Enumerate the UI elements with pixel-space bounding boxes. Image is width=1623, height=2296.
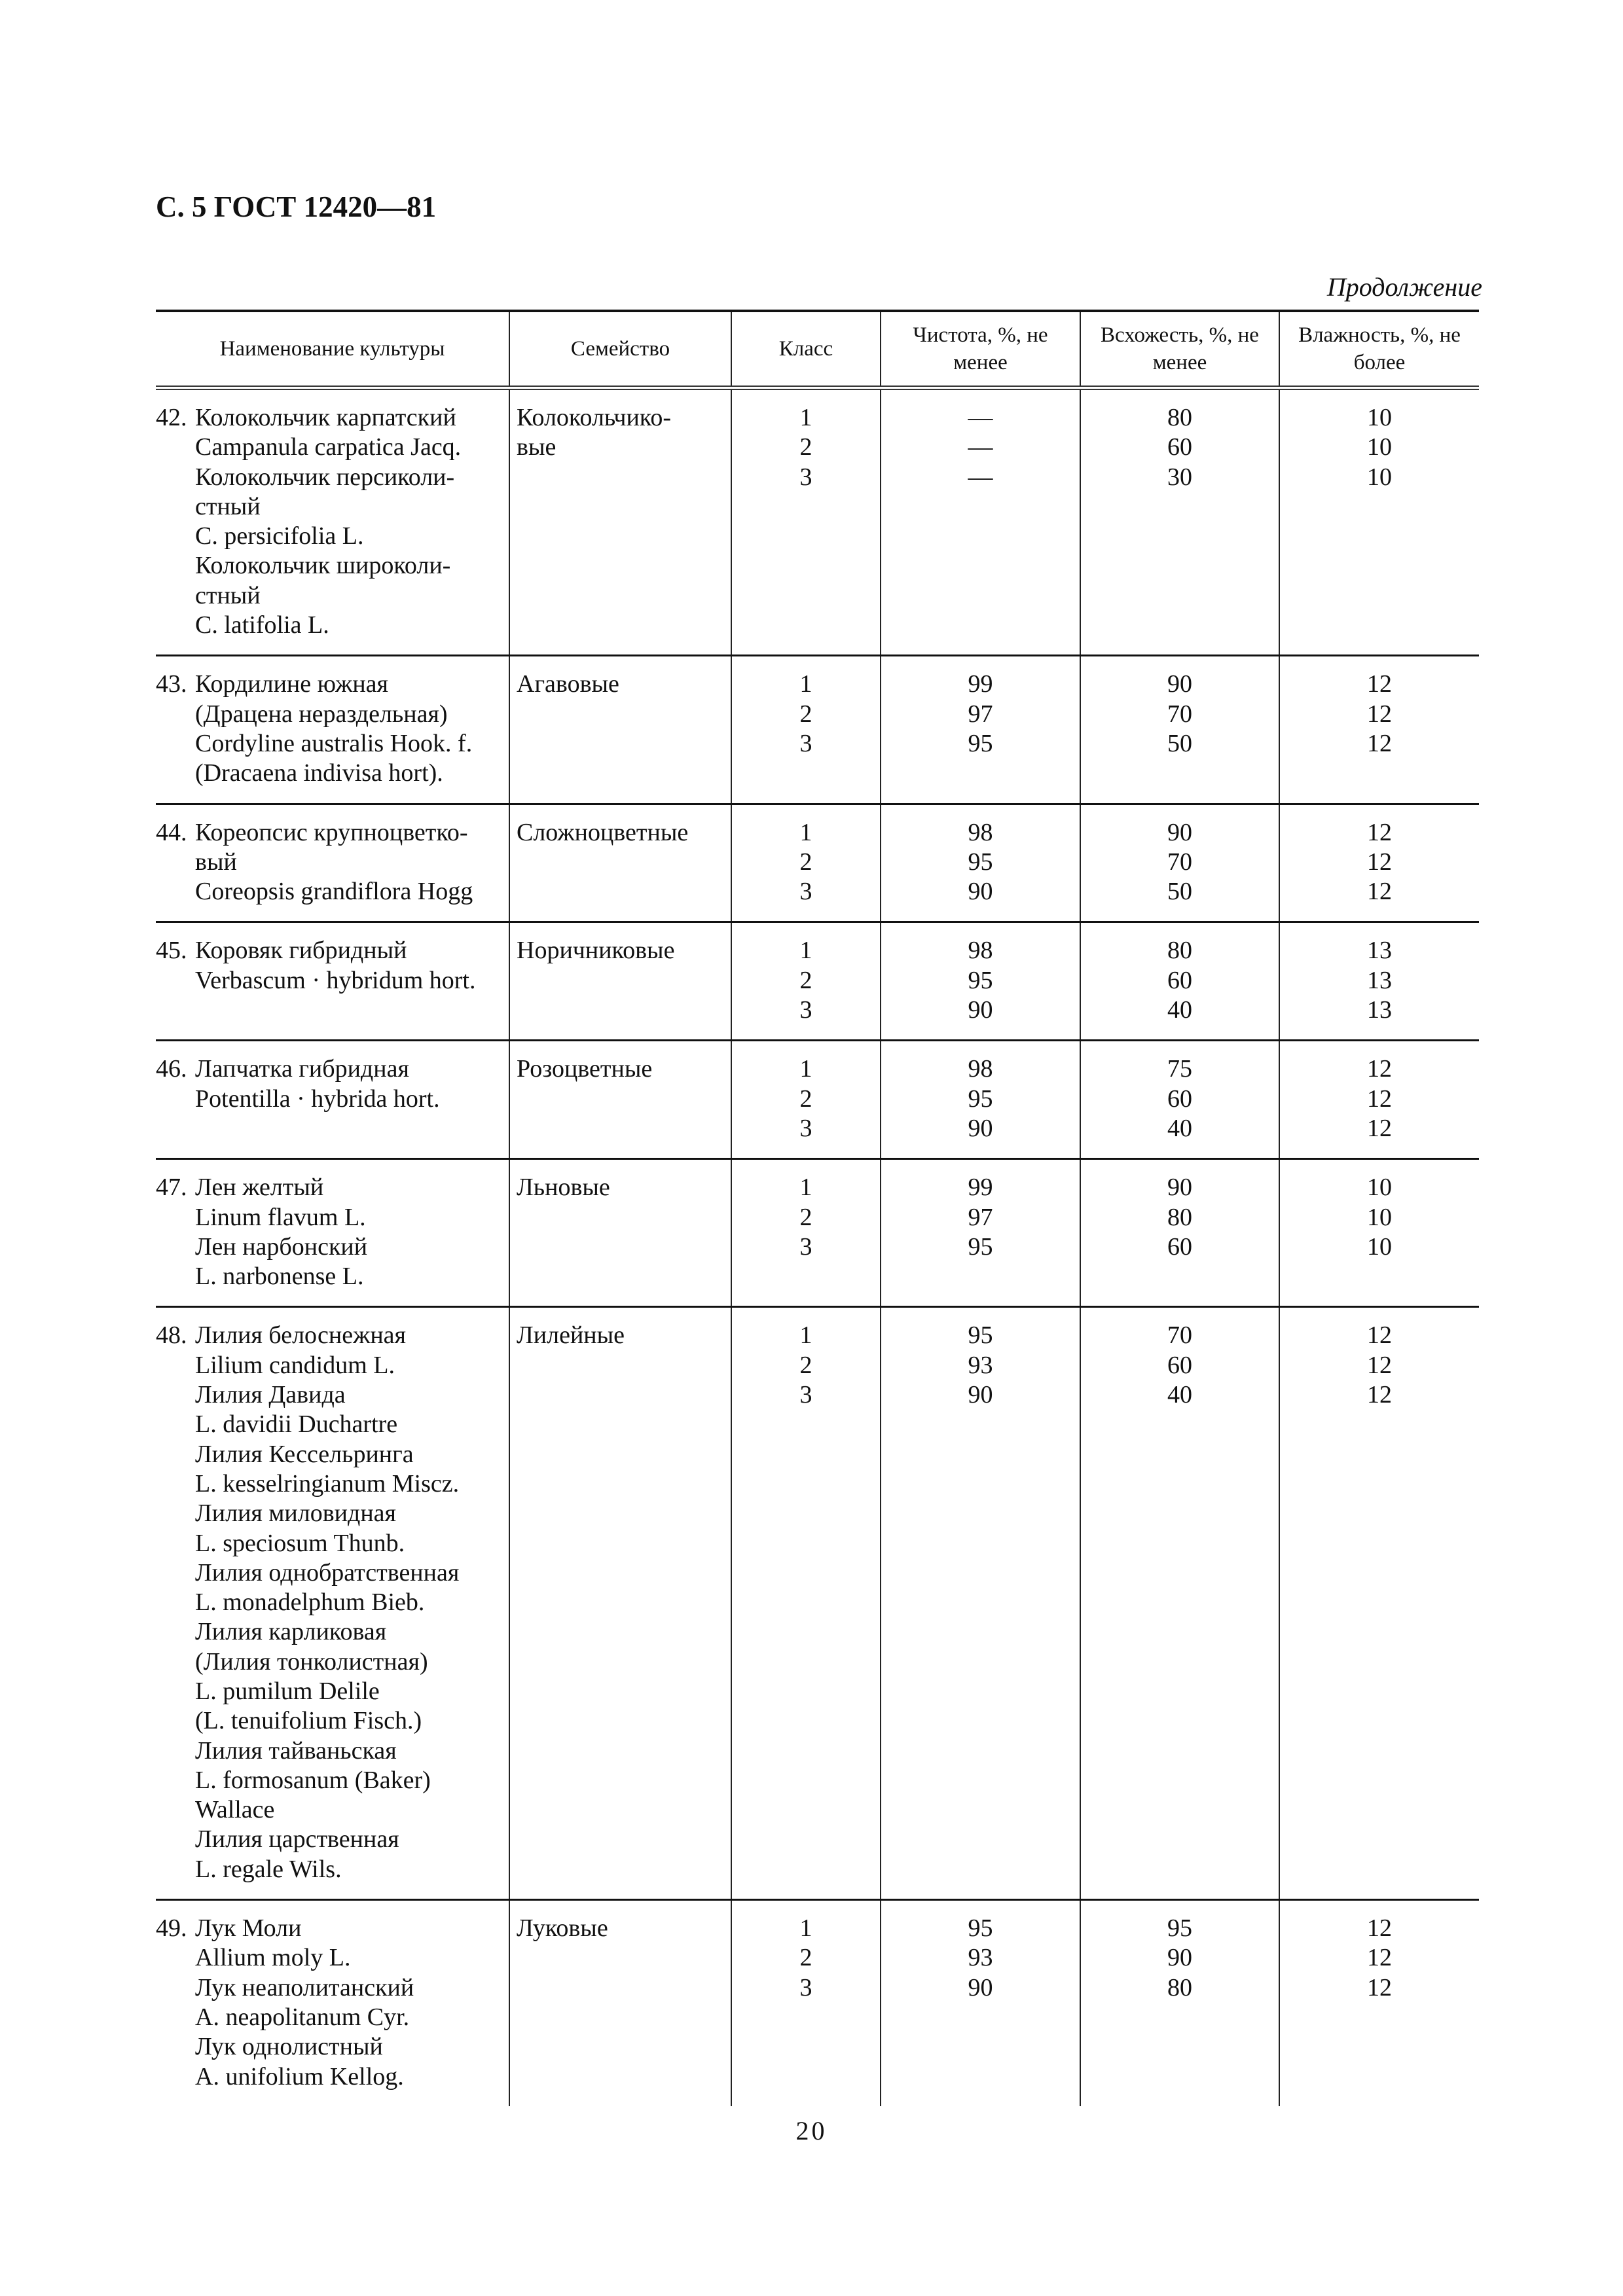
class-value: 3	[799, 1973, 812, 2001]
germination-value: 80	[1167, 1973, 1192, 2001]
culture-name-line	[156, 670, 502, 699]
class-cell	[731, 1041, 881, 1159]
culture-name-text: Лук неаполитанский	[195, 1973, 414, 2001]
culture-name-line	[156, 1054, 502, 1084]
culture-name-cell	[156, 388, 509, 656]
culture-name-text: Лилия Кессельринга	[195, 1440, 414, 1468]
class-value: 1	[799, 937, 812, 965]
purity-cell	[881, 1159, 1080, 1307]
germination-value: 50	[1167, 878, 1192, 906]
class-value: 1	[799, 1914, 812, 1943]
purity-cell	[881, 1307, 1080, 1900]
culture-name-text: Coreopsis grandiflora Hogg	[195, 878, 473, 906]
family-cell	[509, 656, 731, 804]
class-value: 3	[799, 996, 812, 1024]
culture-name-line	[156, 1558, 502, 1588]
moisture-cell	[1279, 1900, 1479, 2106]
culture-name-line	[156, 1440, 502, 1469]
moisture-cell	[1279, 656, 1479, 804]
purity-cell	[881, 388, 1080, 656]
moisture-value: 12	[1367, 878, 1392, 906]
class-value: 1	[799, 1174, 812, 1202]
class-value: 2	[799, 1203, 812, 1231]
culture-name-line	[156, 700, 502, 729]
culture-name-text: L. kesselringianum Miscz.	[195, 1469, 460, 1498]
culture-name-text: L. formosanum (Baker)	[195, 1766, 431, 1794]
germination-cell	[1080, 1041, 1279, 1159]
culture-name-line	[156, 1855, 502, 1884]
moisture-cell	[1279, 1041, 1479, 1159]
table-row	[156, 922, 1479, 1041]
germination-value: 90	[1167, 670, 1192, 698]
table-header-row	[156, 311, 1479, 388]
culture-name-line	[156, 877, 502, 906]
purity-cell	[881, 804, 1080, 922]
culture-name-text: Cordyline australis Hook. f.	[195, 729, 473, 757]
family-cell	[509, 1041, 731, 1159]
culture-name-text: Лук Моли	[195, 1914, 302, 1943]
culture-name-line	[156, 1499, 502, 1528]
moisture-value: 13	[1367, 966, 1392, 994]
class-value: 1	[799, 404, 812, 431]
purity-value: 98	[968, 818, 993, 846]
germination-value: 80	[1167, 937, 1192, 965]
purity-value: 90	[968, 996, 993, 1024]
family-line: Лилейные	[517, 1321, 625, 1350]
culture-name-text: (Лилия тонколистная)	[195, 1647, 428, 1676]
purity-value: 90	[968, 1381, 993, 1409]
moisture-value: 12	[1367, 1114, 1392, 1142]
culture-name-text: A. unifolium Kellog.	[195, 2062, 404, 2090]
purity-value: 98	[968, 1055, 993, 1083]
moisture-value: 10	[1367, 433, 1392, 461]
germination-value: 30	[1167, 463, 1192, 491]
culture-name-text: Лилия царственная	[195, 1825, 399, 1854]
germination-cell	[1080, 656, 1279, 804]
row-number: 49.	[156, 1914, 187, 1943]
class-value: 1	[799, 1055, 812, 1083]
family-line: Розоцветные	[517, 1055, 653, 1083]
moisture-value: 12	[1367, 1351, 1392, 1379]
purity-value: 97	[968, 700, 993, 728]
culture-name-text: Колокольчик карпатский	[195, 404, 456, 431]
culture-name-cell	[156, 1307, 509, 1900]
col-header-germination: Всхожесть, %, не менее	[1080, 311, 1279, 388]
culture-name-line	[156, 463, 502, 492]
germination-value: 50	[1167, 729, 1192, 757]
class-cell	[731, 1900, 881, 2106]
moisture-value: 12	[1367, 1914, 1392, 1943]
culture-name-text: Лилия однобратственная	[195, 1558, 460, 1587]
germination-value: 60	[1167, 966, 1192, 994]
culture-name-text: (Dracaena indivisa hort).	[195, 759, 443, 787]
culture-name-text: вый	[195, 848, 237, 876]
table-row	[156, 656, 1479, 804]
germination-value: 90	[1167, 1944, 1192, 1972]
purity-value: 98	[968, 937, 993, 965]
class-value: 2	[799, 700, 812, 728]
row-number: 47.	[156, 1174, 187, 1202]
moisture-cell	[1279, 922, 1479, 1041]
purity-value: 90	[968, 1114, 993, 1142]
culture-name-line	[156, 1588, 502, 1617]
col-header-moisture: Влажность, %, не более	[1279, 311, 1479, 388]
culture-name-text: L. regale Wils.	[195, 1855, 342, 1883]
culture-name-cell	[156, 922, 509, 1041]
germination-value: 60	[1167, 1232, 1192, 1261]
table-row	[156, 1900, 1479, 2106]
culture-name-text: Лилия белоснежная	[195, 1321, 406, 1350]
germination-value: 95	[1167, 1914, 1192, 1943]
family-line: Норичниковые	[517, 937, 675, 965]
culture-name-text: Лук однолистный	[195, 2033, 383, 2061]
culture-name-line	[156, 1262, 502, 1291]
moisture-cell	[1279, 1307, 1479, 1900]
moisture-value: 12	[1367, 1973, 1392, 2001]
purity-cell	[881, 1900, 1080, 2106]
family-line: Сложноцветные	[517, 818, 689, 846]
culture-name-line	[156, 1973, 502, 2003]
moisture-value: 13	[1367, 937, 1392, 965]
culture-name-line	[156, 581, 502, 611]
culture-name-line	[156, 1085, 502, 1114]
row-number: 45.	[156, 937, 187, 965]
purity-value: 93	[968, 1351, 993, 1379]
family-cell	[509, 1900, 731, 2106]
culture-name-cell	[156, 656, 509, 804]
germination-value: 60	[1167, 433, 1192, 461]
table-row	[156, 1159, 1479, 1307]
culture-name-text: Potentilla · hybrida hort.	[195, 1085, 440, 1113]
culture-name-line	[156, 1677, 502, 1706]
class-cell	[731, 804, 881, 922]
class-value: 3	[799, 1114, 812, 1142]
culture-name-text: Коровяк гибридный	[195, 937, 407, 965]
purity-value: 99	[968, 1174, 993, 1202]
class-cell	[731, 1307, 881, 1900]
culture-name-line	[156, 611, 502, 640]
purity-value: —	[968, 463, 993, 491]
purity-value: 99	[968, 670, 993, 698]
purity-value: 97	[968, 1203, 993, 1231]
purity-value: 95	[968, 729, 993, 757]
family-line: Луковые	[517, 1914, 608, 1943]
germination-cell	[1080, 1307, 1279, 1900]
table-row	[156, 804, 1479, 922]
culture-name-line	[156, 1766, 502, 1795]
culture-name-line	[156, 729, 502, 759]
germination-value: 75	[1167, 1055, 1192, 1083]
purity-value: 93	[968, 1944, 993, 1972]
culture-name-line	[156, 551, 502, 581]
class-value: 2	[799, 1085, 812, 1113]
germination-cell	[1080, 388, 1279, 656]
culture-name-line	[156, 1647, 502, 1677]
purity-cell	[881, 656, 1080, 804]
class-value: 3	[799, 1232, 812, 1261]
germination-value: 40	[1167, 1114, 1192, 1142]
purity-value: 95	[968, 1914, 993, 1943]
row-number: 44.	[156, 818, 187, 846]
class-value: 3	[799, 463, 812, 491]
moisture-value: 12	[1367, 700, 1392, 728]
page-header: С. 5 ГОСТ 12420—81	[156, 190, 437, 223]
culture-name-text: Лилия миловидная	[195, 1499, 397, 1528]
class-value: 3	[799, 729, 812, 757]
germination-value: 80	[1167, 404, 1192, 431]
culture-name-text: L. speciosum Thunb.	[195, 1529, 405, 1557]
seed-standards-table	[156, 310, 1479, 2106]
purity-value: —	[968, 433, 993, 461]
culture-name-text: Колокольчик персиколи-	[195, 463, 455, 491]
purity-value: 95	[968, 848, 993, 876]
moisture-value: 12	[1367, 1055, 1392, 1083]
class-cell	[731, 922, 881, 1041]
germination-cell	[1080, 1900, 1279, 2106]
moisture-value: 12	[1367, 818, 1392, 846]
class-value: 3	[799, 878, 812, 906]
culture-name-line	[156, 2062, 502, 2092]
culture-name-text: Wallace	[195, 1796, 275, 1824]
culture-name-text: A. neapolitanum Cyr.	[195, 2003, 410, 2031]
class-value: 2	[799, 1944, 812, 1972]
table-row	[156, 1041, 1479, 1159]
moisture-value: 10	[1367, 463, 1392, 491]
table-row	[156, 1307, 1479, 1900]
culture-name-line	[156, 1203, 502, 1232]
family-line: вые	[517, 433, 556, 461]
class-value: 1	[799, 1321, 812, 1350]
germination-value: 70	[1167, 848, 1192, 876]
culture-name-text: Лилия Давида	[195, 1381, 346, 1409]
germination-value: 60	[1167, 1351, 1192, 1379]
purity-value: 95	[968, 1085, 993, 1113]
culture-name-line	[156, 1380, 502, 1410]
purity-value: 95	[968, 1232, 993, 1261]
family-line: Колокольчико-	[517, 404, 671, 431]
germination-value: 40	[1167, 1381, 1192, 1409]
col-header-class: Класс	[731, 311, 881, 388]
culture-name-line	[156, 1943, 502, 1973]
germination-cell	[1080, 922, 1279, 1041]
culture-name-cell	[156, 1900, 509, 2106]
moisture-cell	[1279, 388, 1479, 656]
culture-name-text: Лилия карликовая	[195, 1618, 387, 1646]
germination-value: 80	[1167, 1203, 1192, 1231]
class-value: 3	[799, 1381, 812, 1409]
culture-name-cell	[156, 804, 509, 922]
moisture-value: 12	[1367, 1321, 1392, 1350]
moisture-value: 12	[1367, 848, 1392, 876]
culture-name-line	[156, 936, 502, 965]
culture-name-line	[156, 1529, 502, 1558]
germination-value: 70	[1167, 700, 1192, 728]
row-number: 43.	[156, 670, 187, 698]
culture-name-line	[156, 1351, 502, 1380]
culture-name-text: Лен желтый	[195, 1174, 324, 1202]
class-value: 2	[799, 966, 812, 994]
culture-name-line	[156, 1914, 502, 1943]
culture-name-text: (Драцена нераздельная)	[195, 700, 448, 728]
purity-value: 90	[968, 878, 993, 906]
purity-value: 95	[968, 1321, 993, 1350]
moisture-value: 10	[1367, 1232, 1392, 1261]
culture-name-line	[156, 2032, 502, 2062]
culture-name-text: Колокольчик широколи-	[195, 552, 451, 580]
family-cell	[509, 388, 731, 656]
culture-name-line	[156, 492, 502, 522]
row-number: 42.	[156, 404, 187, 431]
table-row	[156, 388, 1479, 656]
family-cell	[509, 1159, 731, 1307]
germination-value: 70	[1167, 1321, 1192, 1350]
class-value: 2	[799, 1351, 812, 1379]
culture-name-text: C. latifolia L.	[195, 611, 329, 639]
culture-name-line	[156, 1469, 502, 1499]
purity-value: 95	[968, 966, 993, 994]
culture-name-text: L. pumilum Delile	[195, 1677, 380, 1705]
culture-name-text: Лапчатка гибридная	[195, 1055, 409, 1083]
col-header-family: Семейство	[509, 311, 731, 388]
culture-name-text: L. monadelphum Bieb.	[195, 1588, 425, 1617]
purity-value: 90	[968, 1973, 993, 2001]
moisture-value: 10	[1367, 1174, 1392, 1202]
purity-value: —	[968, 404, 993, 431]
moisture-cell	[1279, 804, 1479, 922]
moisture-value: 12	[1367, 1944, 1392, 1972]
germination-value: 60	[1167, 1085, 1192, 1113]
culture-name-line	[156, 1617, 502, 1647]
class-value: 1	[799, 670, 812, 698]
moisture-value: 12	[1367, 1085, 1392, 1113]
culture-name-cell	[156, 1041, 509, 1159]
germination-value: 40	[1167, 996, 1192, 1024]
culture-name-text: Verbascum · hybridum hort.	[195, 966, 476, 994]
germination-cell	[1080, 804, 1279, 922]
culture-name-cell	[156, 1159, 509, 1307]
culture-name-line	[156, 1795, 502, 1825]
culture-name-line	[156, 1825, 502, 1854]
class-cell	[731, 388, 881, 656]
culture-name-line	[156, 818, 502, 848]
germination-value: 90	[1167, 1174, 1192, 1202]
continuation-label: Продолжение	[1326, 272, 1482, 302]
page-number: 20	[795, 2116, 828, 2145]
culture-name-line	[156, 2003, 502, 2032]
family-cell	[509, 804, 731, 922]
culture-name-line	[156, 1232, 502, 1262]
moisture-value: 12	[1367, 729, 1392, 757]
moisture-value: 10	[1367, 404, 1392, 431]
family-line: Агавовые	[517, 670, 619, 698]
purity-cell	[881, 922, 1080, 1041]
germination-value: 90	[1167, 818, 1192, 846]
culture-name-line	[156, 403, 502, 433]
culture-name-text: (L. tenuifolium Fisch.)	[195, 1707, 422, 1735]
germination-cell	[1080, 1159, 1279, 1307]
purity-cell	[881, 1041, 1080, 1159]
culture-name-line	[156, 1321, 502, 1350]
culture-name-text: Allium moly L.	[195, 1944, 351, 1972]
culture-name-line	[156, 433, 502, 462]
culture-name-line	[156, 759, 502, 788]
moisture-value: 10	[1367, 1203, 1392, 1231]
row-number: 48.	[156, 1321, 187, 1350]
family-cell	[509, 922, 731, 1041]
family-cell	[509, 1307, 731, 1900]
culture-name-text: Linum flavum L.	[195, 1203, 366, 1231]
class-cell	[731, 1159, 881, 1307]
culture-name-text: L. davidii Duchartre	[195, 1410, 398, 1439]
col-header-purity: Чистота, %, не менее	[881, 311, 1080, 388]
moisture-value: 13	[1367, 996, 1392, 1024]
culture-name-line	[156, 1706, 502, 1736]
moisture-cell	[1279, 1159, 1479, 1307]
culture-name-text: Campanula carpatica Jacq.	[195, 433, 462, 461]
culture-name-text: C. persicifolia L.	[195, 522, 364, 550]
moisture-value: 12	[1367, 670, 1392, 698]
culture-name-line	[156, 966, 502, 996]
culture-name-line	[156, 1736, 502, 1766]
culture-name-text: Лилия тайваньская	[195, 1736, 397, 1765]
culture-name-text: стный	[195, 581, 261, 609]
culture-name-text: Лен нарбонский	[195, 1232, 368, 1261]
culture-name-text: Кореопсис крупноцветко-	[195, 818, 468, 846]
culture-name-text: стный	[195, 492, 261, 520]
table-body	[156, 388, 1479, 2106]
culture-name-line	[156, 848, 502, 877]
class-value: 2	[799, 848, 812, 876]
culture-name-line	[156, 1410, 502, 1439]
moisture-value: 12	[1367, 1381, 1392, 1409]
col-header-name: Наименование культуры	[156, 311, 509, 388]
class-value: 2	[799, 433, 812, 461]
family-line: Льновые	[517, 1174, 610, 1202]
culture-name-line	[156, 1173, 502, 1202]
culture-name-text: Кордилине южная	[195, 670, 389, 698]
class-value: 1	[799, 818, 812, 846]
class-cell	[731, 656, 881, 804]
culture-name-text: Lilium candidum L.	[195, 1351, 395, 1379]
culture-name-line	[156, 522, 502, 551]
row-number: 46.	[156, 1055, 187, 1083]
culture-name-text: L. narbonense L.	[195, 1263, 364, 1291]
